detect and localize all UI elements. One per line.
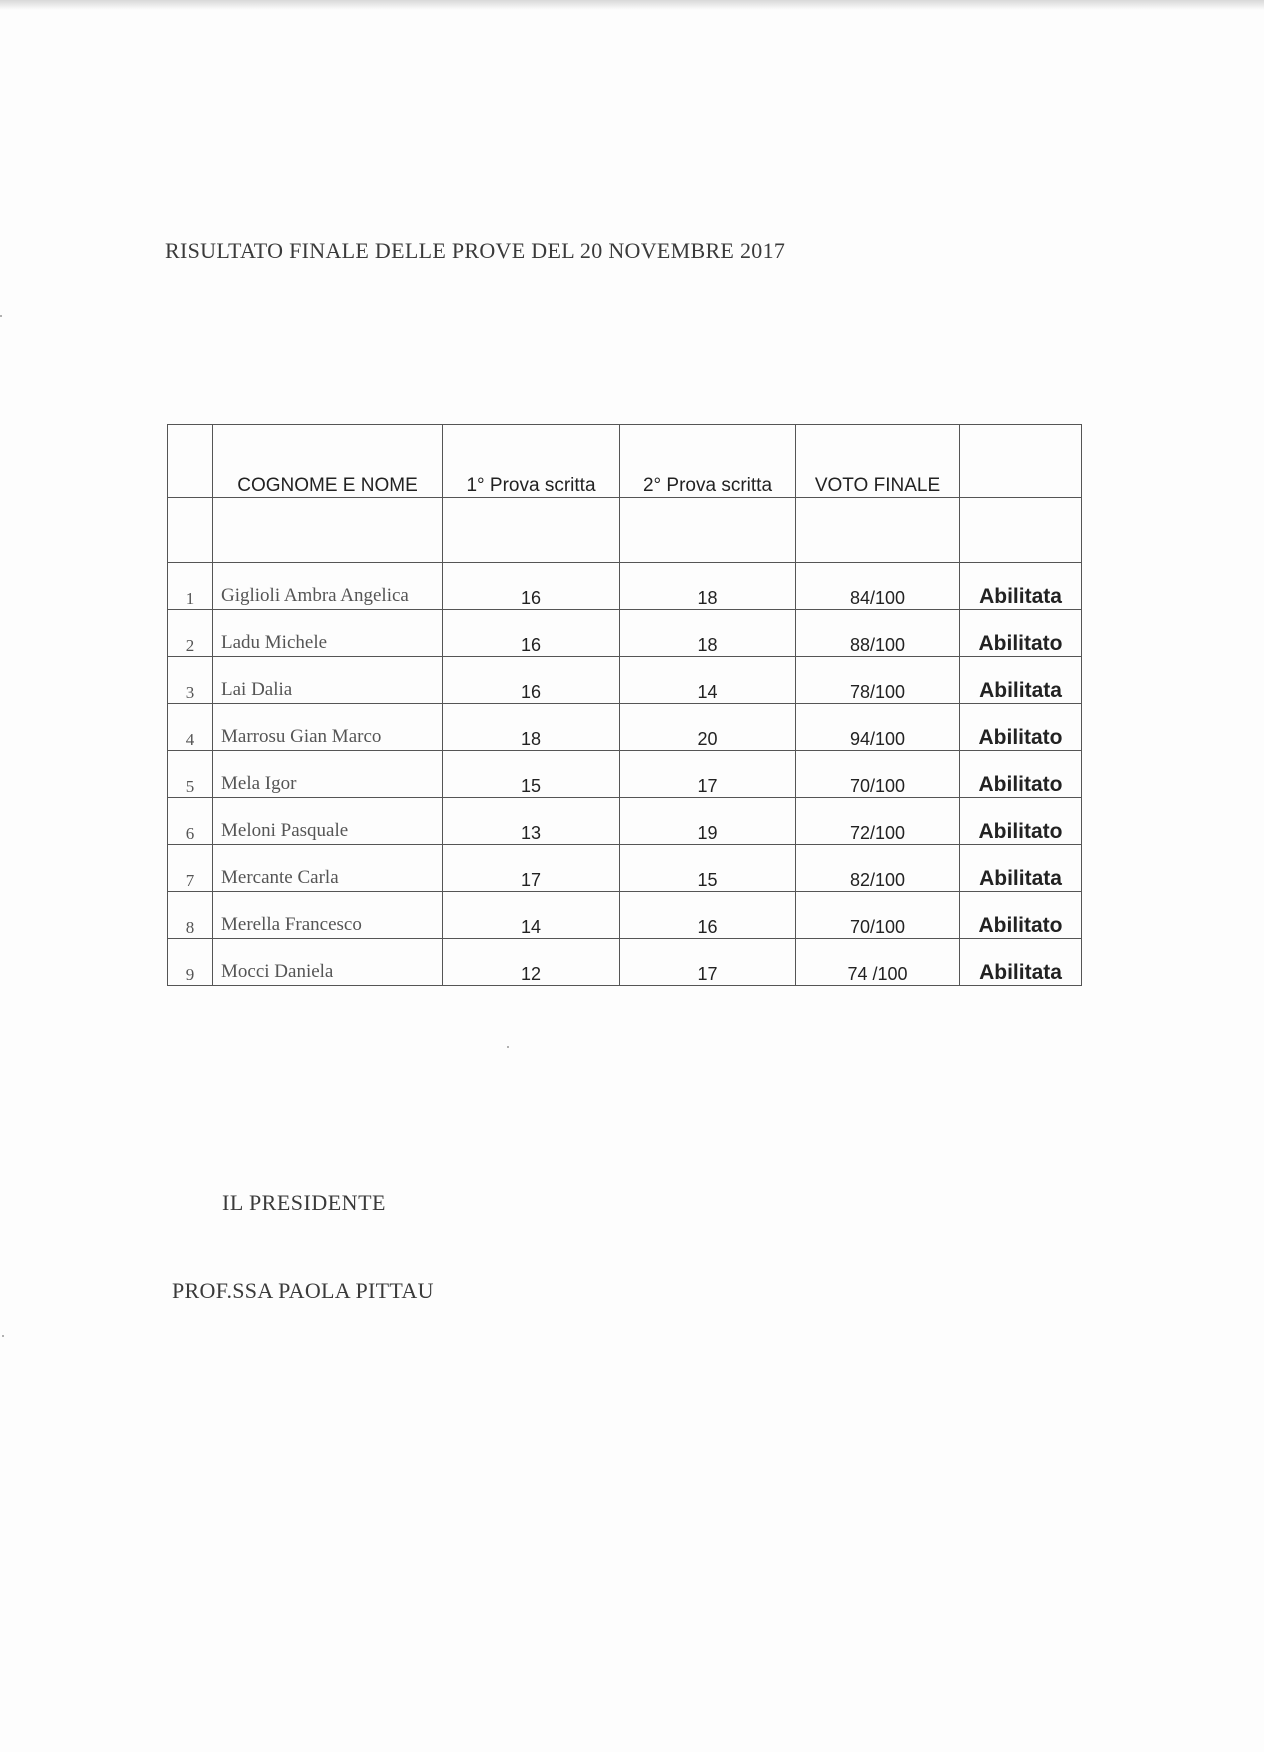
header-index <box>168 425 213 498</box>
candidate-name: Mela Igor <box>213 751 443 798</box>
empty-cell <box>620 498 796 563</box>
prova2-score: 14 <box>620 657 796 704</box>
prova2-score: 18 <box>620 610 796 657</box>
prova2-score: 17 <box>620 751 796 798</box>
prova2-score: 16 <box>620 892 796 939</box>
empty-cell <box>213 498 443 563</box>
row-number: 8 <box>168 892 213 939</box>
scan-speck <box>507 1046 509 1048</box>
candidate-name: Ladu Michele <box>213 610 443 657</box>
table-row <box>168 892 1082 939</box>
outcome-status: Abilitato <box>960 798 1082 845</box>
outcome-status: Abilitata <box>960 563 1082 610</box>
final-grade: 70/100 <box>796 751 960 798</box>
final-grade: 84/100 <box>796 563 960 610</box>
empty-cell <box>960 498 1082 563</box>
header-name: COGNOME E NOME <box>213 425 443 498</box>
table-row <box>168 657 1082 704</box>
prova1-score: 12 <box>443 939 620 986</box>
table-row <box>168 939 1082 986</box>
outcome-status: Abilitata <box>960 939 1082 986</box>
president-name: PROF.SSA PAOLA PITTAU <box>172 1278 434 1303</box>
header-prova1: 1° Prova scritta <box>443 425 620 498</box>
outcome-status: Abilitata <box>960 657 1082 704</box>
table-row <box>168 798 1082 845</box>
row-number: 2 <box>168 610 213 657</box>
candidate-name: Marrosu Gian Marco <box>213 704 443 751</box>
president-label: IL PRESIDENTE <box>222 1190 386 1215</box>
results-table <box>167 424 1082 986</box>
document-title: RISULTATO FINALE DELLE PROVE DEL 20 NOVEMBRE 2017 <box>165 238 786 263</box>
final-grade: 88/100 <box>796 610 960 657</box>
row-number: 5 <box>168 751 213 798</box>
prova1-score: 14 <box>443 892 620 939</box>
final-grade: 74 /100 <box>796 939 960 986</box>
spacer-row <box>168 498 1082 563</box>
empty-cell <box>796 498 960 563</box>
header-esito <box>960 425 1082 498</box>
prova1-score: 16 <box>443 610 620 657</box>
row-number: 7 <box>168 845 213 892</box>
prova1-score: 17 <box>443 845 620 892</box>
final-grade: 70/100 <box>796 892 960 939</box>
prova2-score: 15 <box>620 845 796 892</box>
scan-speck <box>2 1335 4 1337</box>
prova1-score: 18 <box>443 704 620 751</box>
empty-cell <box>443 498 620 563</box>
row-number: 1 <box>168 563 213 610</box>
table-row <box>168 751 1082 798</box>
row-number: 6 <box>168 798 213 845</box>
outcome-status: Abilitato <box>960 751 1082 798</box>
row-number: 3 <box>168 657 213 704</box>
final-grade: 94/100 <box>796 704 960 751</box>
final-grade: 82/100 <box>796 845 960 892</box>
row-number: 4 <box>168 704 213 751</box>
prova2-score: 20 <box>620 704 796 751</box>
outcome-status: Abilitato <box>960 704 1082 751</box>
prova1-score: 16 <box>443 657 620 704</box>
final-grade: 72/100 <box>796 798 960 845</box>
outcome-status: Abilitato <box>960 610 1082 657</box>
row-number: 9 <box>168 939 213 986</box>
outcome-status: Abilitata <box>960 845 1082 892</box>
candidate-name: Merella Francesco <box>213 892 443 939</box>
table-row <box>168 610 1082 657</box>
scan-speck <box>0 315 2 317</box>
prova1-score: 13 <box>443 798 620 845</box>
final-grade: 78/100 <box>796 657 960 704</box>
table-row <box>168 845 1082 892</box>
header-prova2: 2° Prova scritta <box>620 425 796 498</box>
prova2-score: 19 <box>620 798 796 845</box>
header-voto: VOTO FINALE <box>796 425 960 498</box>
empty-cell <box>168 498 213 563</box>
table-row <box>168 704 1082 751</box>
candidate-name: Giglioli Ambra Angelica <box>213 563 443 610</box>
prova2-score: 17 <box>620 939 796 986</box>
scan-edge <box>0 0 1264 10</box>
outcome-status: Abilitato <box>960 892 1082 939</box>
prova1-score: 15 <box>443 751 620 798</box>
candidate-name: Mocci Daniela <box>213 939 443 986</box>
header-row <box>168 425 1082 498</box>
candidate-name: Lai Dalia <box>213 657 443 704</box>
candidate-name: Mercante Carla <box>213 845 443 892</box>
candidate-name: Meloni Pasquale <box>213 798 443 845</box>
prova1-score: 16 <box>443 563 620 610</box>
prova2-score: 18 <box>620 563 796 610</box>
table-row <box>168 563 1082 610</box>
